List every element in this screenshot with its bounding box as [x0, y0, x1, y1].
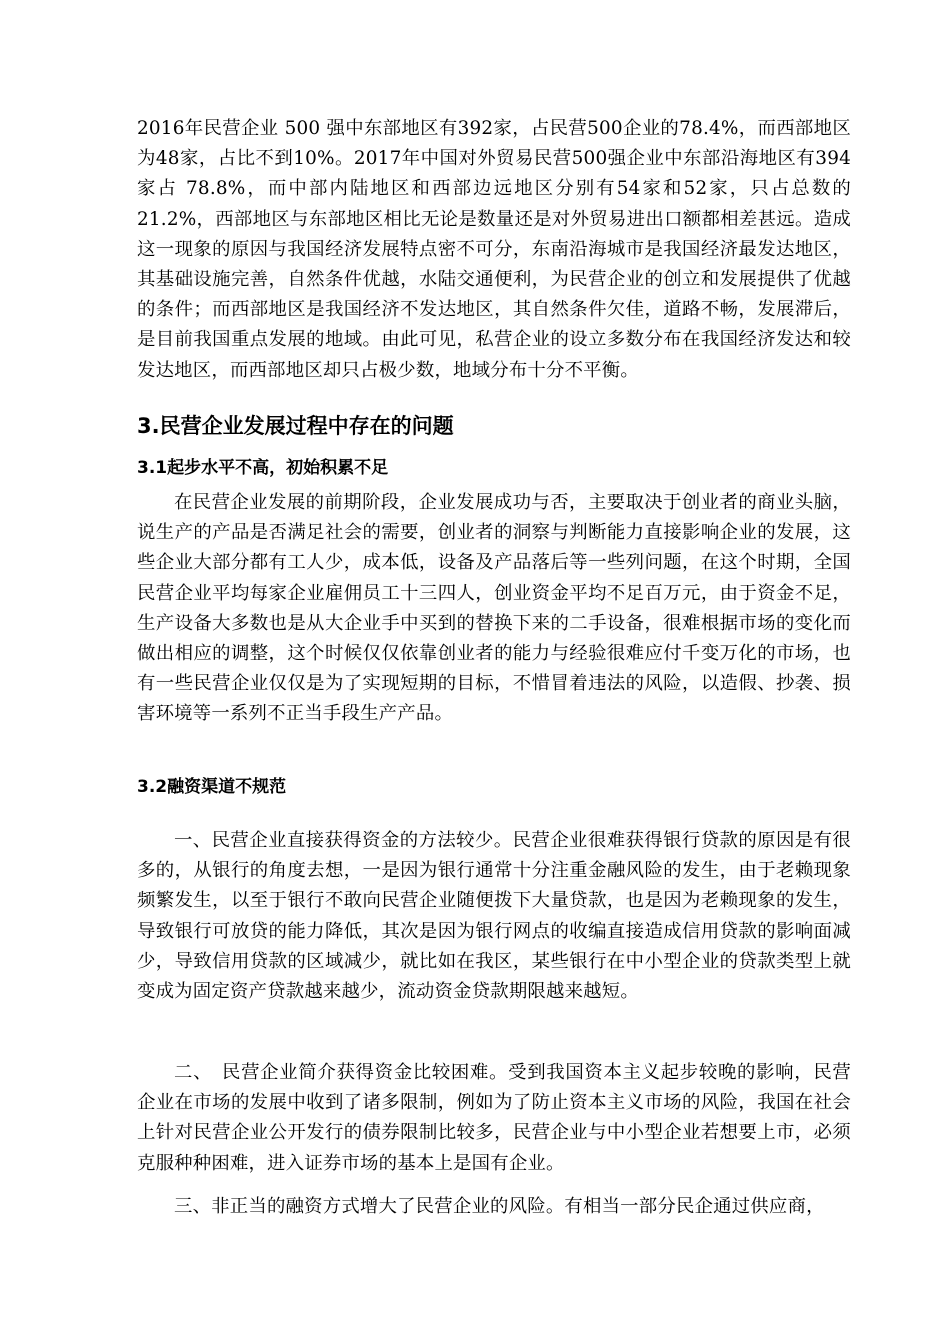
section-3-1-paragraph: 在民营企业发展的前期阶段，企业发展成功与否，主要取决于创业者的商业头脑，说生产的产品是否满足社会的需要，创业者的洞察与判断能力直接影响企业的发展，这些企业大部分都有工人少，成本低，设备及产品落后等一些列问题，在这个时期，全国民营企业平均每家企业雇佣员工十三四人，创业资金平均不足百万元，由于资金不足，生产设备大多数也是从大企业手中买到的替换下来的二手设备，很难根据市场的变化而做出相应的调整，这个时候仅仅依靠创业者的能力与经验很难应付千变万化的市场，也有一些民营企业仅仅是为了实现短期的目标，不惜冒着违法的风险，以造假、抄袭、损害环境等一系列不正当手段生产产品。 — [137, 492, 851, 725]
section-3-heading: 3.民营企业发展过程中存在的问题 — [137, 414, 454, 438]
intro-paragraph: 2016年民营企业 500 强中东部地区有392家，占民营500企业的78.4%，而西部地区为48家，占比不到10%。2017年中国对外贸易民营500强企业中东部沿海地区有394家占 78.8%，而中部内陆地区和西部边远地区分别有54家和52家，只占总数的21.2%，西部地区与东部地区相比无论是数量还是对外贸易进出口额都相差甚远。造成这一现象的原因与我国经济发展特点密不可分，东南沿海城市是我国经济最发达地区，其基础设施完善，自然条件优越，水陆交通便利，为民营企业的创立和发展提供了优越的条件；而西部地区是我国经济不发达地区，其自然条件欠佳，道路不畅，发展滞后，是目前我国重点发展的地域。由此可见，私营企业的设立多数分布在我国经济发达和较发达地区，而西部地区却只占极少数，地域分布十分不平衡。 — [137, 118, 851, 381]
section-3-2-heading: 3.2融资渠道不规范 — [137, 777, 287, 797]
section-3-2-paragraph-1: 一、民营企业直接获得资金的方法较少。民营企业很难获得银行贷款的原因是有很多的，从银行的角度去想，一是因为银行通常十分注重金融风险的发生，由于老赖现象频繁发生，以至于银行不敢向民营企业随便拨下大量贷款，也是因为老赖现象的发生，导致银行可放贷的能力降低，其次是因为银行网点的收编直接造成信用贷款的影响面减少，导致信用贷款的区域减少，就比如在我区，某些银行在中小型企业的贷款类型上就变成为固定资产贷款越来越少，流动资金贷款期限越来越短。 — [137, 830, 851, 1003]
section-3-2-paragraph-3: 三、非正当的融资方式增大了民营企业的风险。有相当一部分民企通过供应商， — [174, 1196, 825, 1217]
section-3-1-heading: 3.1起步水平不高，初始积累不足 — [137, 458, 389, 478]
section-3-2-paragraph-2: 二、 民营企业简介获得资金比较困难。受到我国资本主义起步较晚的影响，民营企业在市场的发展中收到了诸多限制，例如为了防止资本主义市场的风险，我国在社会上针对民营企业公开发行的债券限制比较多，民营企业与中小型企业若想要上市，必须克服种种困难，进入证券市场的基本上是国有企业。 — [137, 1062, 851, 1174]
